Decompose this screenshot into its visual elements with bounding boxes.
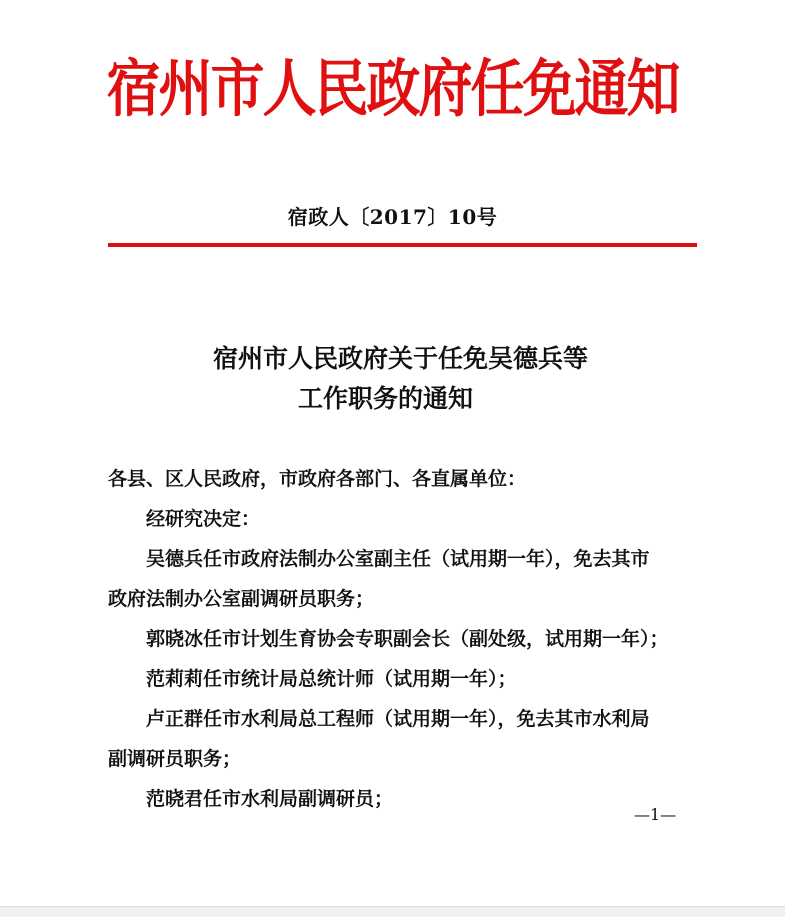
red-divider-line [108,243,697,247]
paragraph-appointment-4-cont: 副调研员职务； [108,748,242,770]
notice-body [108,459,708,819]
document-number: 宿政人〔2017〕10号 [287,205,498,229]
viewer-bottom-bar [0,906,785,917]
paragraph-decision: 经研究决定： [146,508,261,530]
page-number: —1— [634,805,677,824]
paragraph-appointment-1: 吴德兵任市政府法制办公室副主任（试用期一年），免去其市 [146,548,650,570]
salutation: 各县、区人民政府，市政府各部门、各直属单位： [108,468,527,490]
notice-title-line-1: 宿州市人民政府关于任免吴德兵等 [213,344,589,373]
paragraph-appointment-5: 范晓君任市水利局副调研员； [146,788,394,810]
notice-title-line-2: 工作职务的通知 [298,384,474,413]
header-title: 宿州市人民政府任免通知 [106,51,679,125]
paragraph-appointment-1-cont: 政府法制办公室副调研员职务； [108,588,375,610]
paragraph-appointment-2: 郭晓冰任市计划生育协会专职副会长（副处级，试用期一年）； [146,628,669,650]
paragraph-appointment-3: 范莉莉任市统计局总统计师（试用期一年）； [146,668,517,690]
paragraph-appointment-4: 卢正群任市水利局总工程师（试用期一年），免去其市水利局 [146,708,650,730]
